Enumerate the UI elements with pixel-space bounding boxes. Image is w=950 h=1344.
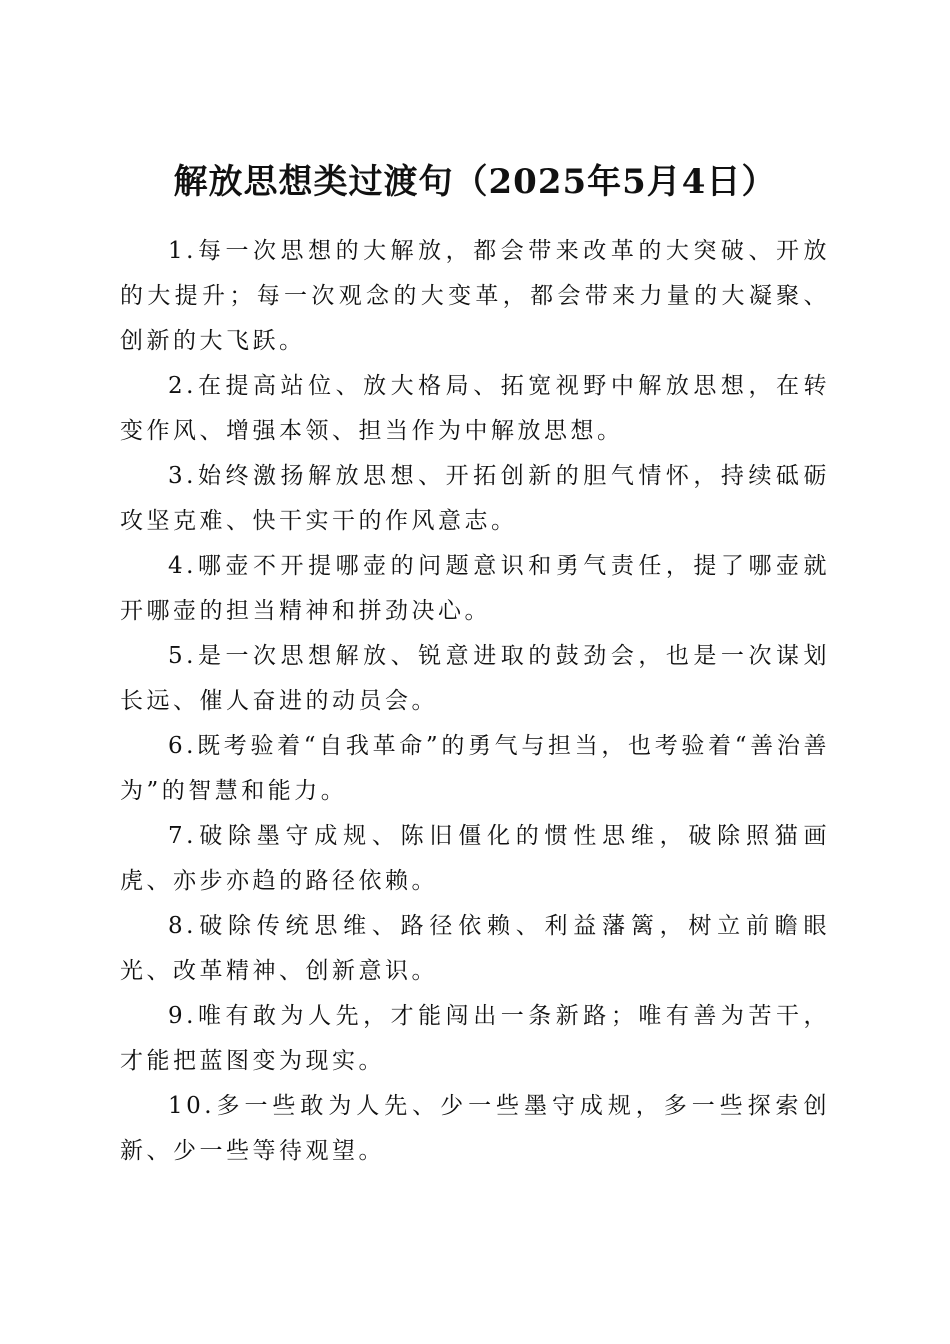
- paragraph-9: 9.唯有敢为人先，才能闯出一条新路；唯有善为苦干，才能把蓝图变为现实。: [120, 1003, 830, 1074]
- paragraph-4: 4.哪壶不开提哪壶的问题意识和勇气责任，提了哪壶就开哪壶的担当精神和拼劲决心。: [120, 553, 830, 624]
- paragraph-5: 5.是一次思想解放、锐意进取的鼓劲会，也是一次谋划长远、催人奋进的动员会。: [120, 643, 830, 714]
- paragraph-2: 2.在提高站位、放大格局、拓宽视野中解放思想，在转变作风、增强本领、担当作为中解放思想。: [120, 373, 830, 444]
- paragraph-7: 7.破除墨守成规、陈旧僵化的惯性思维，破除照猫画虎、亦步亦趋的路径依赖。: [120, 823, 830, 894]
- document-body: [120, 229, 830, 1174]
- paragraph-1: 1.每一次思想的大解放，都会带来改革的大突破、开放的大提升；每一次观念的大变革，都会带来力量的大凝聚、创新的大飞跃。: [120, 238, 830, 354]
- paragraph-8: 8.破除传统思维、路径依赖、利益藩篱，树立前瞻眼光、改革精神、创新意识。: [120, 913, 830, 984]
- paragraph-3: 3.始终激扬解放思想、开拓创新的胆气情怀，持续砥砺攻坚克难、快干实干的作风意志。: [120, 463, 830, 534]
- paragraph-6: 6.既考验着“自我革命”的勇气与担当，也考验着“善治善为”的智慧和能力。: [120, 733, 830, 804]
- document-title: 解放思想类过渡句（2025年5月4日）: [173, 161, 777, 202]
- paragraph-10: 10.多一些敢为人先、少一些墨守成规，多一些探索创新、少一些等待观望。: [120, 1093, 830, 1164]
